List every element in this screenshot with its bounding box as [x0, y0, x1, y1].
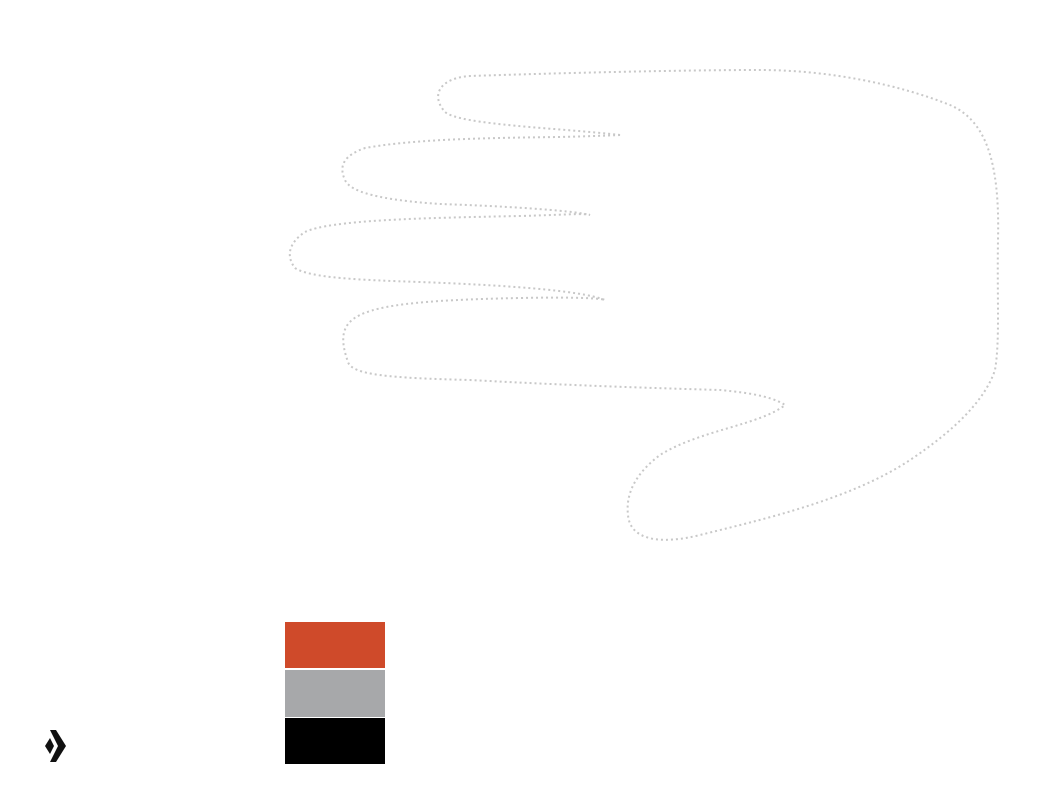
category-mens-unisex	[285, 622, 385, 668]
category-kids	[285, 718, 385, 764]
category-womens	[285, 670, 385, 717]
brand-logo	[44, 728, 254, 768]
hand-outline	[290, 70, 998, 540]
palm-crease-hint	[970, 182, 984, 342]
diamond-icon	[44, 728, 70, 764]
